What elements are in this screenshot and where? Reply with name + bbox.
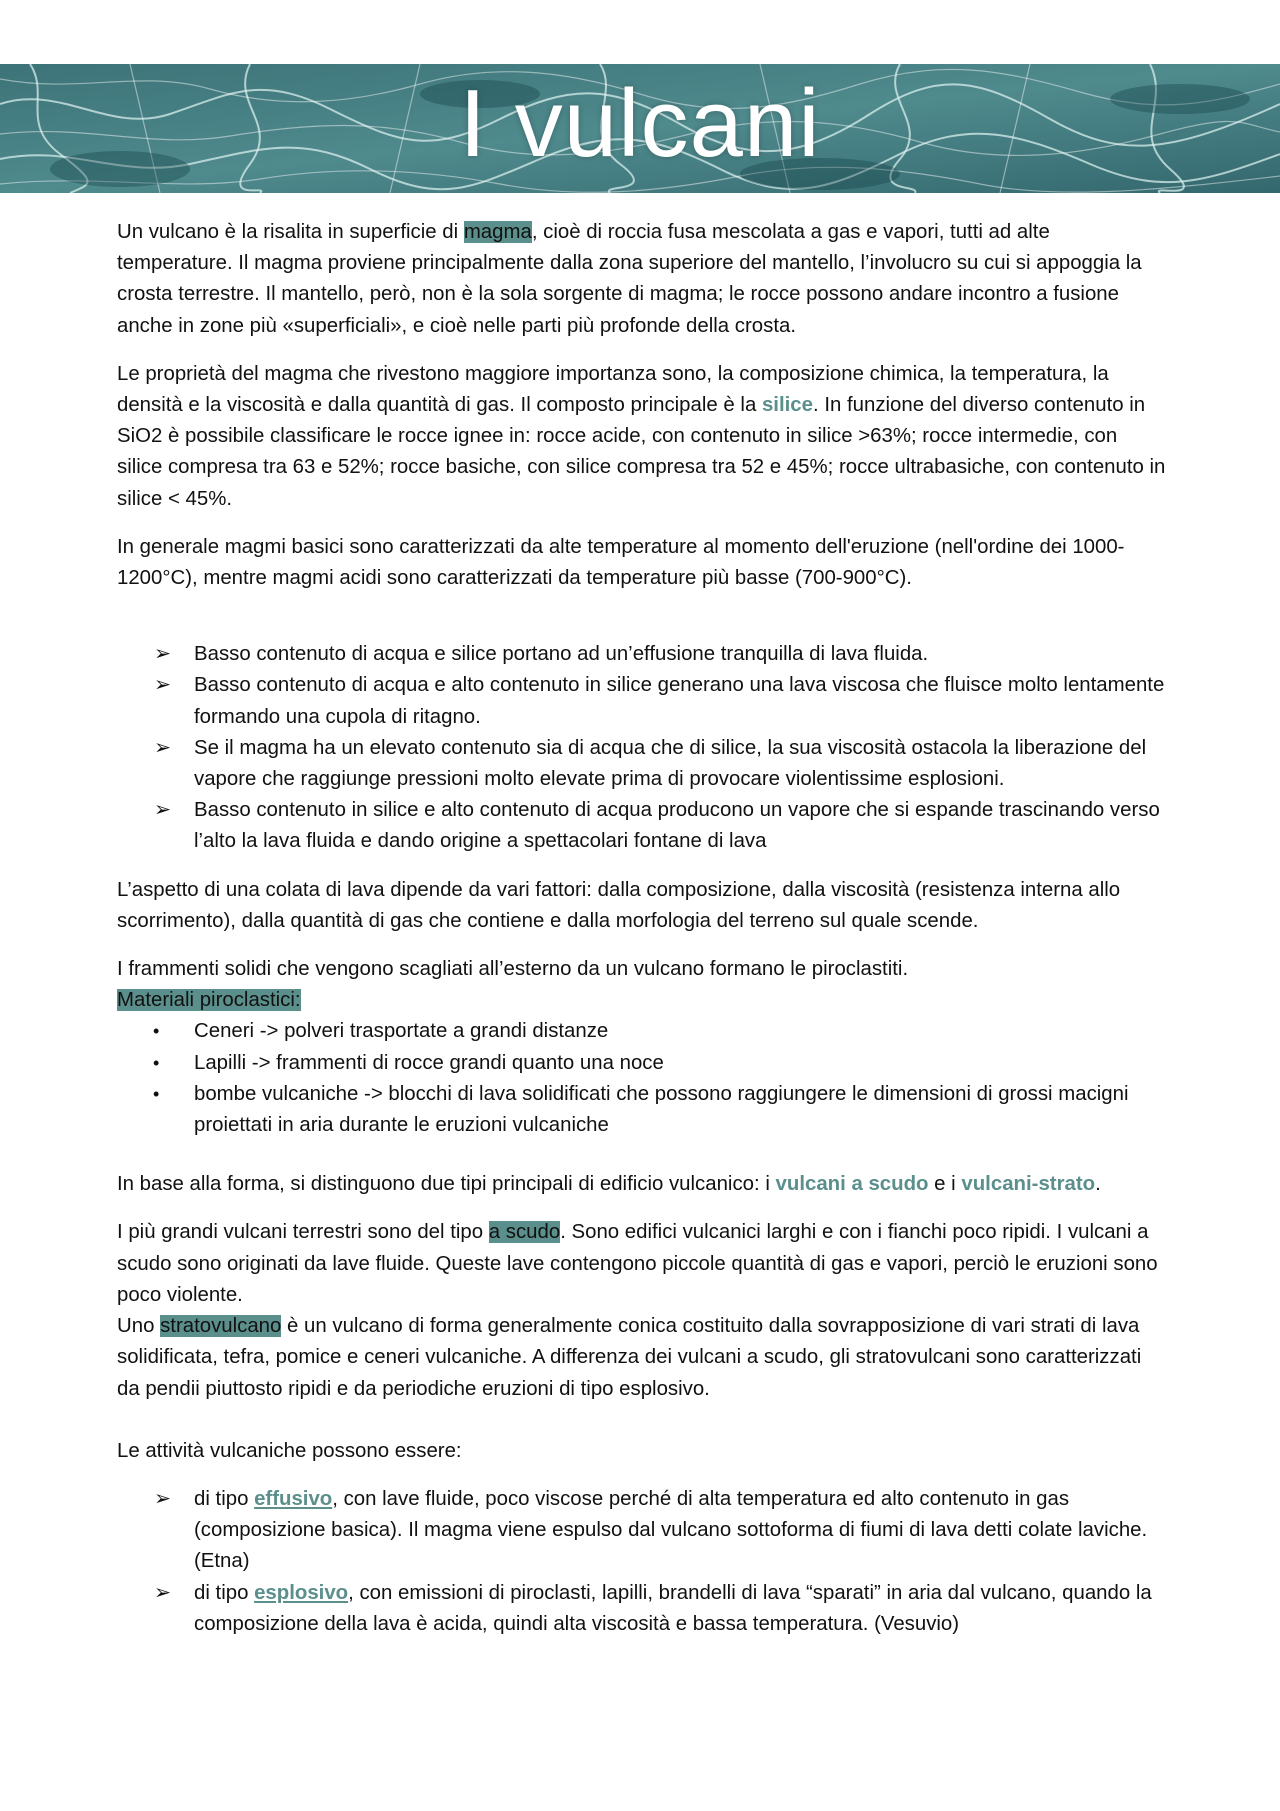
- arrow-bullet-icon: ➢: [154, 736, 172, 759]
- arrow-bullet-icon: ➢: [154, 1581, 172, 1604]
- term-effusivo: effusivo: [254, 1487, 333, 1510]
- bullet-icon: •: [153, 1052, 160, 1073]
- arrow-bullet-icon: ➢: [154, 1487, 172, 1510]
- paragraph-temperatures: In generale magmi basici sono caratterizzati da alte temperature al momento dell'eruzione (nell'ordine dei 1000-1200°C), mentre magmi acidi sono caratterizzati da temperature più basse (700-900°C).: [117, 535, 1125, 590]
- arrow-bullet-icon: ➢: [154, 643, 172, 666]
- paragraph-magma-properties: Le proprietà del magma che rivestono maggiore importanza sono, la composizione chimica, la temperatura, la densità e la viscosità e dalla quantità di gas. Il composto principale è la silice. In funzione del diverso contenuto in SiO2 è possibile classificare le rocce ignee in: rocce acide, con contenuto in silice >63%; rocce intermedie, con silice compresa tra 63 e 52%; rocce basiche, con silice compresa tra 52 e 45%; rocce ultrabasiche, con contenuto in silice < 45%.: [117, 362, 1166, 510]
- bullet-icon: •: [153, 1021, 160, 1042]
- arrow-bullet-icon: ➢: [154, 799, 172, 822]
- list-item: • Ceneri -> polveri trasportate a grandi distanze: [117, 1016, 1167, 1047]
- list-piroclastic-materials: [117, 1016, 1167, 1141]
- term-silice: silice: [761, 394, 813, 417]
- term-vulcani-strato: vulcani-strato: [961, 1173, 1096, 1196]
- highlight-stratovulcano: stratovulcano: [160, 1315, 282, 1338]
- list-item: ➢ Basso contenuto di acqua e silice portano ad un’effusione tranquilla di lava fluida.: [117, 639, 1167, 670]
- arrow-bullet-icon: ➢: [154, 674, 172, 697]
- list-item: • bombe vulcaniche -> blocchi di lava solidificati che possono raggiungere le dimensioni di grossi macigni proiettati in aria durante le eruzioni vulcaniche: [117, 1079, 1167, 1141]
- page-title: I vulcani: [459, 70, 821, 177]
- list-item: • Lapilli -> frammenti di rocce grandi quanto una noce: [117, 1048, 1167, 1079]
- paragraph-piroclastiti: I frammenti solidi che vengono scagliati all’esterno da un vulcano formano le piroclastiti.: [117, 958, 909, 981]
- highlight-a-scudo: a scudo: [488, 1221, 561, 1244]
- list-item: ➢ di tipo effusivo, con lave fluide, poco viscose perché di alta temperatura ed alto contenuto in gas (composizione basica). Il magma viene espulso dal vulcano sottoforma di fiumi di lava detti colate laviche. (Etna): [117, 1484, 1167, 1578]
- paragraph-volcano-types: In base alla forma, si distinguono due tipi principali di edificio vulcanico: i vulcani a scudo e i vulcani-strato.: [117, 1173, 1101, 1196]
- highlight-magma: magma: [463, 221, 532, 243]
- list-volcanic-activity: [117, 1484, 1167, 1640]
- paragraph-activity-intro: Le attività vulcaniche possono essere:: [117, 1439, 462, 1462]
- list-item: ➢ Se il magma ha un elevato contenuto sia di acqua che di silice, la sua viscosità ostacola la liberazione del vapore che raggiunge pressioni molto elevate prima di provocare violentissime esplosioni.: [117, 733, 1167, 795]
- list-item: ➢ Basso contenuto in silice e alto contenuto di acqua producono un vapore che si espande trascinando verso l’alto la lava fluida e dando origine a spettacolari fontane di lava: [117, 795, 1167, 857]
- paragraph-shield-and-strato: I più grandi vulcani terrestri sono del tipo a scudo. Sono edifici vulcanici larghi e con i fianchi poco ripidi. I vulcani a scudo sono originati da lave fluide. Queste lave contengono piccole quantità di gas e vapori, perciò le eruzioni sono poco violente. Uno stratovulcano è un vulcano di forma generalmente conica costituito dalla sovrapposizione di vari strati di lava solidificata, tefra, pomice e ceneri vulcaniche. A differenza dei vulcani a scudo, gli stratovulcani sono caratterizzati da pendii piuttosto ripidi e da periodiche eruzioni di tipo esplosivo.: [117, 1221, 1158, 1400]
- list-magma-behaviour: [117, 639, 1167, 857]
- paragraph-magma-intro: Un vulcano è la risalita in superficie di magma, cioè di roccia fusa mescolata a gas e vapori, tutti ad alte temperature. Il magma proviene principalmente dalla zona superiore del mantello, l’involucro su cui si appoggia la crosta terrestre. Il mantello, però, non è la sola sorgente di magma; le rocce possono andare incontro a fusione anche in zone più «superficiali», e cioè nelle parti più profonde della crosta.: [117, 221, 1142, 337]
- term-esplosivo: esplosivo: [254, 1581, 349, 1604]
- list-item: ➢ di tipo esplosivo, con emissioni di piroclasti, lapilli, brandelli di lava “sparati” in aria dal vulcano, quando la composizione della lava è acida, quindi alta viscosità e bassa temperatura. (Vesuvio): [117, 1578, 1167, 1640]
- document-body: [117, 217, 1167, 1640]
- paragraph-lava-flow: L’aspetto di una colata di lava dipende da vari fattori: dalla composizione, dalla viscosità (resistenza interna allo scorrimento), dalla quantità di gas che contiene e dalla morfologia del terreno sul quale scende.: [117, 878, 1121, 932]
- piroclastic-materials-label: Materiali piroclastici:: [117, 989, 301, 1012]
- list-item: ➢ Basso contenuto di acqua e alto contenuto in silice generano una lava viscosa che fluisce molto lentamente formando una cupola di ritagno.: [117, 670, 1167, 732]
- bullet-icon: •: [153, 1083, 160, 1104]
- term-vulcani-a-scudo: vulcani a scudo: [775, 1173, 929, 1196]
